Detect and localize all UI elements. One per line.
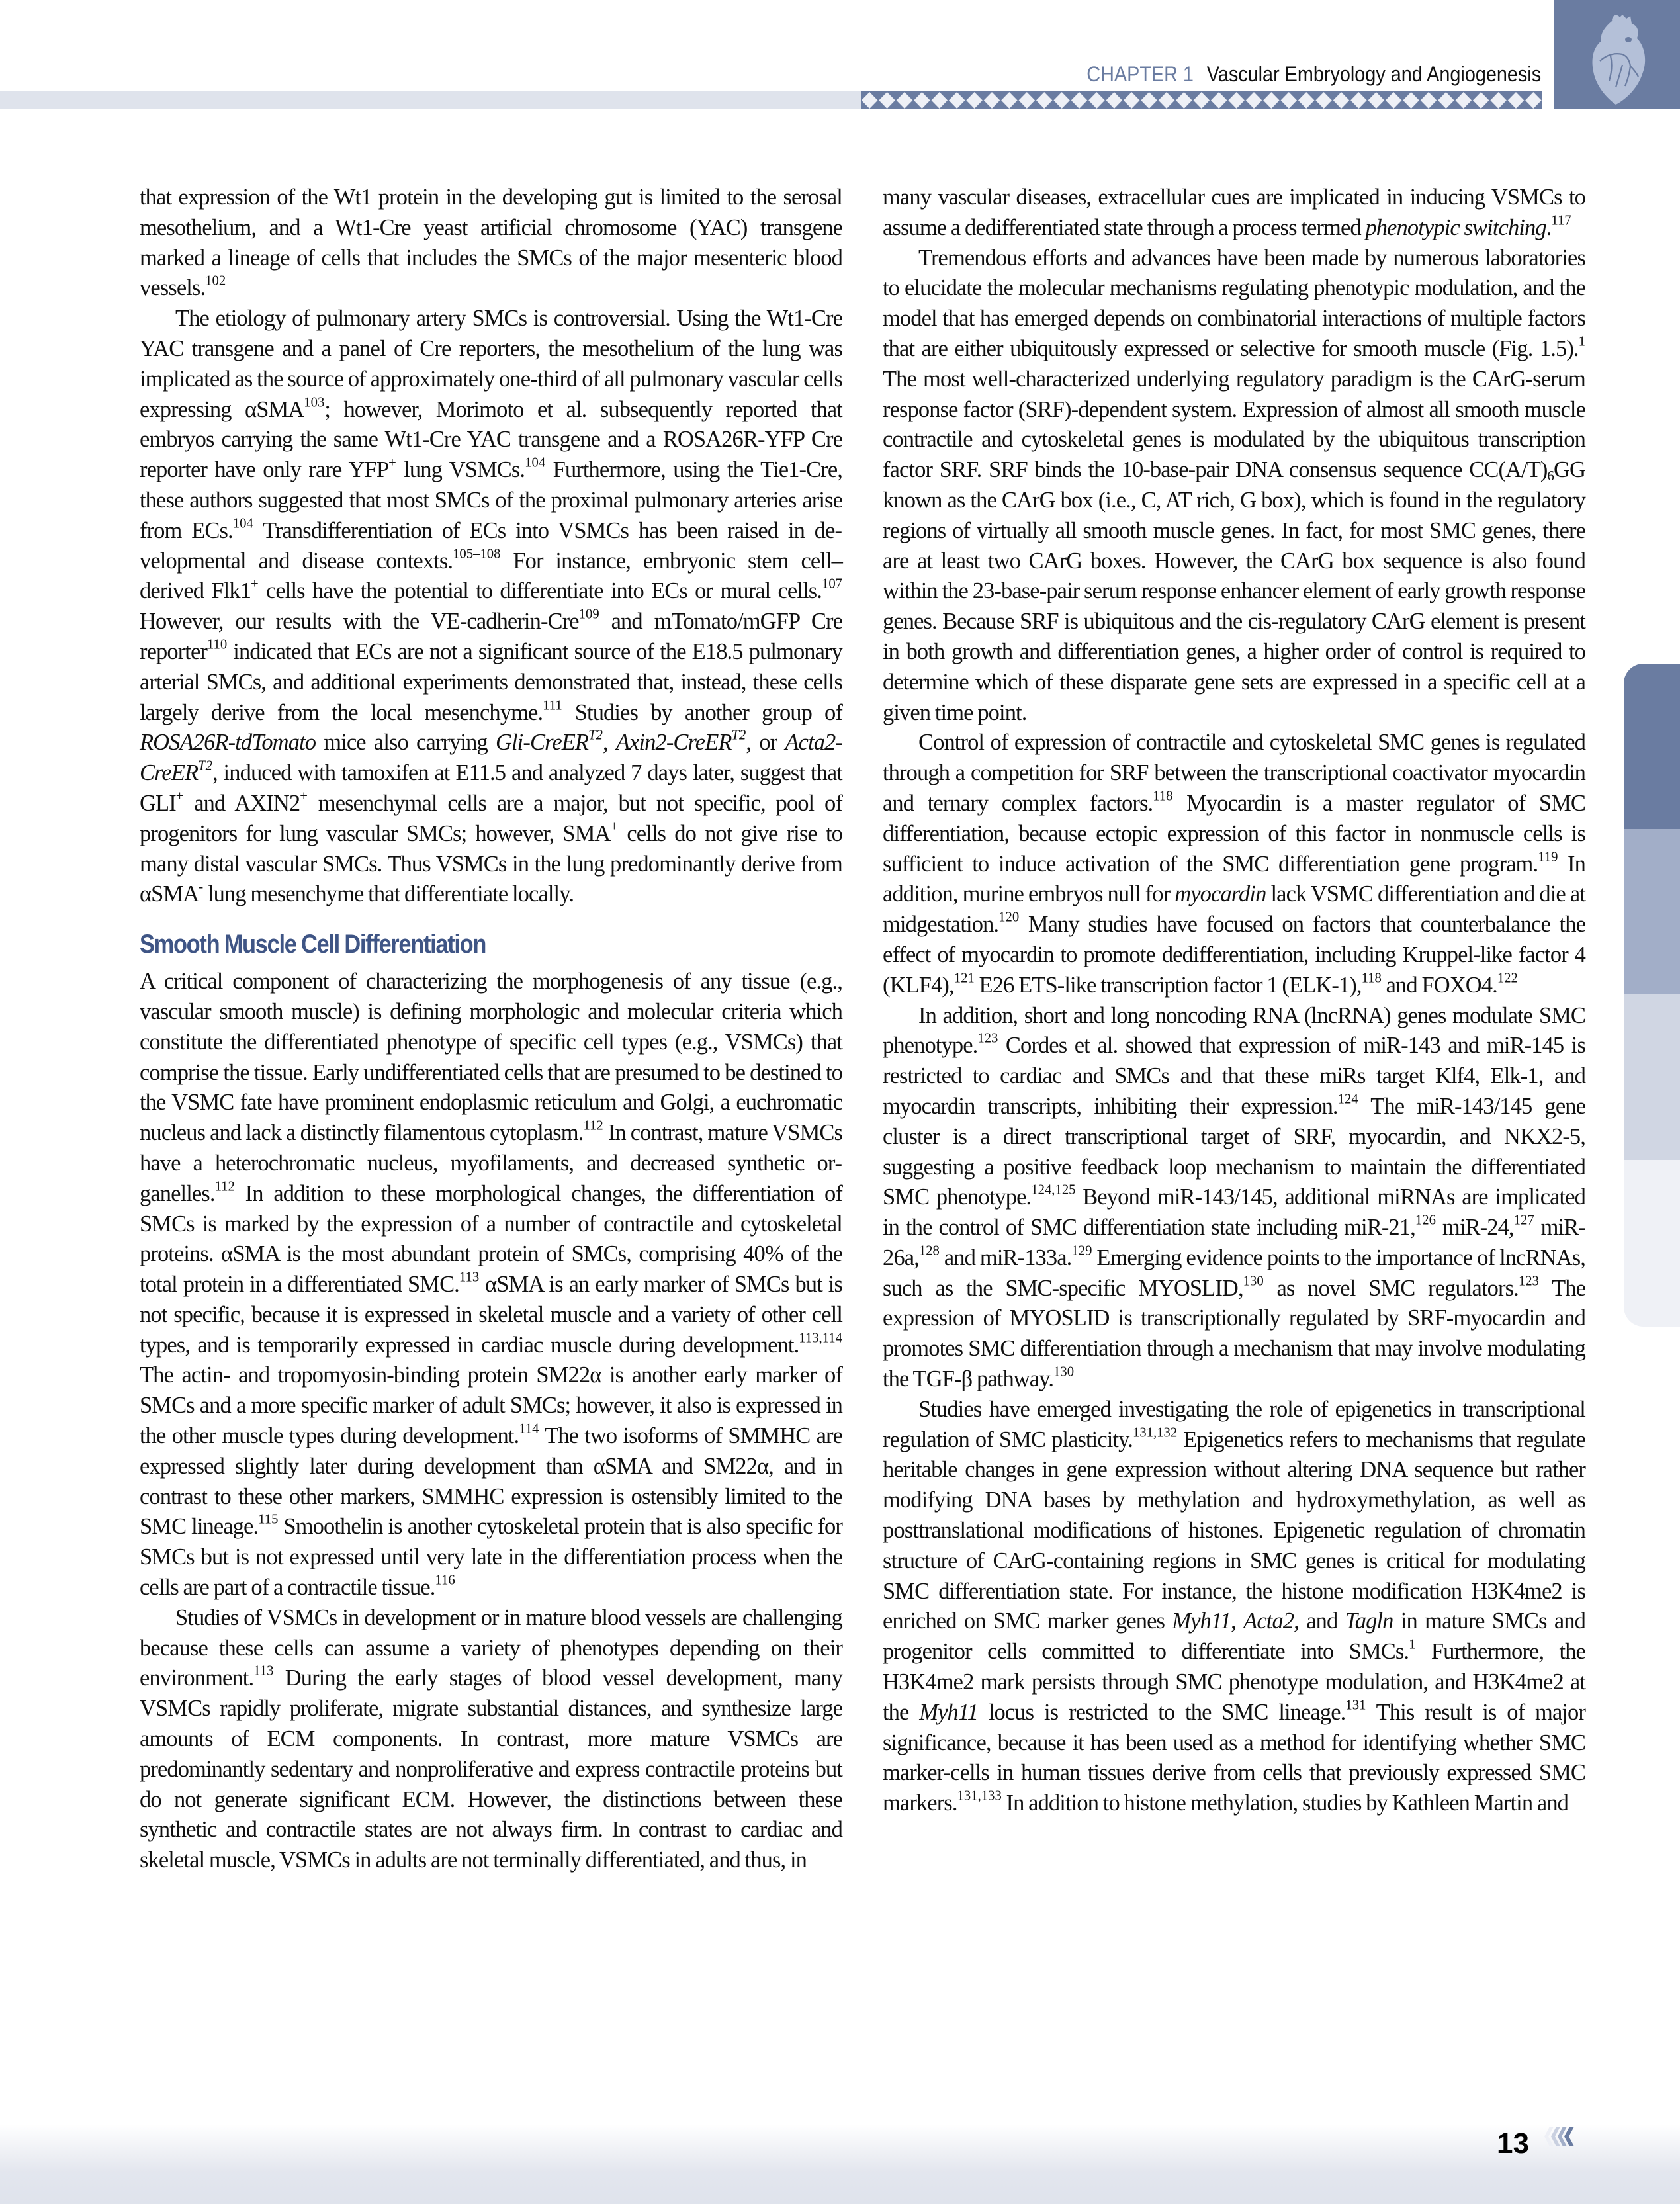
reference-superscript: 1 bbox=[1409, 1637, 1416, 1652]
left-column bbox=[140, 183, 842, 1876]
reference-superscript: 112 bbox=[583, 1118, 603, 1133]
body-paragraph: that expression of the Wt1 protein in the developing gut is limited to the serosal mesothelium, and a Wt1-Cre yeast artificial chromosome (YAC) transgene marked a lineage of cells that includes the SMCs of the major mesenteric blood vessels.$^{102}$ bbox=[140, 185, 842, 301]
heart-anatomy-icon bbox=[1573, 8, 1659, 107]
reference-superscript: + bbox=[610, 819, 619, 834]
reference-superscript: 109 bbox=[578, 607, 599, 622]
reference-superscript: 131,133 bbox=[957, 1788, 1002, 1804]
reference-superscript: 118 bbox=[1153, 789, 1173, 804]
header-band bbox=[0, 91, 861, 109]
thumb-tab-4 bbox=[1624, 1160, 1680, 1327]
reference-superscript: 113,114 bbox=[799, 1331, 842, 1346]
body-paragraph: Control of expression of contractile and cytoskeletal SMC genes is regulated through a competition for SRF between the transcriptional coactivator myocardin and ternary complex factors.$^{118}$ Myocardin is a master regulator of SMC differentiation, because ectopic expression of this factor in nonmuscle cells is sufficient to induce activation of the SMC differentiation gene program.$^{119}$ In addition, murine embryos null for myocardin lack VSMC differentiation and die at midgestation.$^{120}$ Many studies have focused on factors that counterbalance the effect of myocardin to promote dedifferentiation, including Kruppel-like factor 4 (KLF4),$^{121}$ E26 ETS-like transcription factor 1 (ELK-1),$^{118}$ and FOXO4.$^{122}$ bbox=[883, 730, 1585, 998]
reference-superscript: 131 bbox=[1345, 1698, 1366, 1713]
body-paragraph: many vascular diseases, extracellular cues are implicated in inducing VSMCs to assume a dedifferentiated state through a process termed phenotypic switching.$^{117}$ bbox=[883, 185, 1585, 240]
reference-superscript: 121 bbox=[953, 971, 975, 986]
reference-superscript: + bbox=[251, 576, 259, 592]
reference-superscript: 113 bbox=[253, 1663, 274, 1679]
double-chevron-left-icon bbox=[1540, 2125, 1580, 2148]
chapter-title: Vascular Embryology and Angiogenesis bbox=[1206, 62, 1541, 86]
chapter-label: CHAPTER 1 bbox=[1086, 62, 1194, 86]
reference-superscript: 123 bbox=[1518, 1274, 1539, 1289]
reference-superscript: 103 bbox=[304, 395, 325, 410]
body-paragraph: Tremendous efforts and advances have been made by numerous laboratories to elucidate the molecular mechanisms regulating phenotypic modulation, and the model that has emerged depends on combinatorial interactions of multiple factors that are either ubiquitously expressed or selective for smooth muscle (Fig. 1.5).$^1$ The most well-characterized underlying regulatory paradigm is the CArG-serum response factor (SRF)-dependent system. Expression of almost all smooth muscle contractile and cytoskeletal genes is modulated by the ubiquitous transcription factor SRF. SRF binds the 10-base-pair DNA consensus sequence $CC(A/T)_6GG$ known as the CArG box (i.e., C, AT rich, G box), which is found in the regulatory regions of virtually all smooth muscle genes. In fact, for most SMC genes, there are at least two CArG boxes. However, the CArG box sequence is also found within the 23-base-pair serum response enhancer element of early growth response genes. Because SRF is ubiquitous and the cis-regulatory CArG element is present in both growth and differentiation genes, a higher order of control is required to determine which of these disparate gene sets are expressed in a specific cell at a given time point. bbox=[883, 245, 1585, 725]
reference-superscript: 1 bbox=[1578, 334, 1585, 349]
italic-term: Acta2-CreER bbox=[140, 730, 842, 786]
italic-term: myocardin bbox=[1174, 881, 1266, 907]
body-paragraph: Studies have emerged investigating the role of epigenetics in transcriptional regulation of SMC plasticity.$^{131,132}$ Epigenetics refers to mechanisms that regulate heritable changes in gene expression without altering DNA sequence but rather modifying DNA bases by methylation and hydroxymethylation, as well as posttranslational modifications of histones. Epigenetic regulation of chromatin structure of CArG-containing regions in SMC genes is critical for modulating SMC differentiation state. For instance, the histone modification H3K4me2 is enriched on SMC marker genes Myh11, Acta2, and Tagln in mature SMCs and progenitor cells committed to differentiate into SMCs.$^1$ Furthermore, the H3K4me2 mark persists through SMC phenotype modulation, and H3K4me2 at the Myh11 locus is restricted to the SMC lineage.$^{131}$ This result is of major significance, because it has been used as a method for identifying whether SMC marker-cells in human tissues derive from cells that previously expressed SMC markers.$^{131,133}$ In addition to histone methylation, studies by Kathleen Martin and bbox=[883, 1396, 1586, 1816]
reference-superscript: 119 bbox=[1538, 850, 1558, 865]
subscript: 6 bbox=[1547, 469, 1554, 484]
reference-superscript: 117 bbox=[1551, 213, 1571, 228]
footer-band bbox=[0, 2124, 1680, 2204]
reference-superscript: 122 bbox=[1497, 971, 1518, 986]
body-paragraph: In addition, short and long noncoding RNA (lncRNA) genes modulate SMC phenotype.$^{123}$ Cordes et al. showed that expression of miR-143 and miR-145 is restricted to cardiac and SMCs and that these miRs target Klf4, Elk-1, and myocardin transcripts, inhibiting their expression.$^{124}$ The miR-143/145 gene cluster is a direct transcriptional target of SRF, myocardin, and NKX2-5, suggesting a positive feedback loop mechanism to maintain the differentiated SMC phenotype.$^{124,125}$ Beyond miR-143/145, additional miRNAs are implicated in the control of SMC differentiation state including miR-21,$^{126}$ miR-24,$^{127}$ miR-26a,$^{128}$ and miR-133a.$^{129}$ Emerging evidence points to the importance of lncRNAs, such as the SMC-specific MYOSLID,$^{130}$ as novel SMC regulators.$^{123}$ The expression of MYOSLID is transcriptionally regulated by SRF-myocardin and promotes SMC differentiation through a mechanism that may involve modulating the TGF-β pathway.$^{130}$ bbox=[883, 1002, 1586, 1392]
allele-superscript: T2 bbox=[198, 758, 212, 773]
reference-superscript: 124 bbox=[1337, 1092, 1358, 1107]
reference-superscript: - bbox=[199, 879, 204, 895]
reference-superscript: + bbox=[388, 455, 396, 470]
italic-term: Acta2, bbox=[1243, 1609, 1299, 1634]
left-paragraphs-after-heading bbox=[140, 967, 842, 1876]
thumb-tab-2 bbox=[1624, 829, 1680, 994]
reference-superscript: 130 bbox=[1053, 1364, 1075, 1380]
reference-superscript: 111 bbox=[543, 698, 562, 713]
reference-superscript: 118 bbox=[1361, 971, 1382, 986]
reference-superscript: 131,132 bbox=[1132, 1425, 1178, 1440]
italic-term: Tagln bbox=[1345, 1609, 1393, 1634]
reference-superscript: 127 bbox=[1513, 1213, 1534, 1228]
page-number: 13 bbox=[1497, 2127, 1529, 2160]
thumb-tab-1 bbox=[1624, 664, 1680, 829]
right-paragraphs bbox=[883, 183, 1585, 1819]
reference-superscript: 110 bbox=[206, 637, 228, 652]
reference-superscript: 104 bbox=[232, 516, 253, 531]
running-header bbox=[1086, 60, 1541, 89]
left-paragraphs-before-heading bbox=[140, 183, 842, 910]
diamond-pattern-icon bbox=[861, 91, 1542, 109]
reference-superscript: 126 bbox=[1415, 1213, 1436, 1228]
reference-superscript: 130 bbox=[1243, 1274, 1264, 1289]
reference-superscript: 124,125 bbox=[1031, 1182, 1076, 1198]
reference-superscript: 120 bbox=[998, 910, 1020, 925]
italic-term: Axin2-CreER bbox=[615, 730, 732, 756]
side-thumb-tabs bbox=[1624, 664, 1680, 1327]
body-paragraph: The etiology of pulmonary artery SMCs is controversial. Using the Wt1-Cre YAC transgene and a panel of Cre reporters, the mesothelium of the lung was implicated as the source of approximately one-third of all pulmonary vascular cells expressing αSMA$^{103}$; however, Morimoto et al. subsequently reported that embryos carrying the same Wt1-Cre YAC transgene and a ROSA26R-YFP Cre reporter have only rare YFP+ lung VSMCs.$^{104}$ Furthermore, using the Tie1-Cre, these authors suggested that most SMCs of the proximal pulmonary arteries arise from ECs.$^{104}$ Transdifferentiation of ECs into VSMCs has been raised in developmental and disease contexts.$^{105-108}$ For instance, embryonic stem cell–derived Flk1+ cells have the potential to differentiate into ECs or mural cells.$^{107}$ However, our results with the VE-cadherin-Cre$^{109}$ and mTomato/mGFP Cre reporter$^{110}$ indicated that ECs are not a significant source of the E18.5 pulmonary arterial SMCs, and additional experiments demonstrated that, instead, these cells largely derive from the local mesenchyme.$^{111}$ Studies by another group of ROSA26R-tdTomato mice also carrying Gli-CreER$^{T2}$, Axin2-CreER$^{T2}$, or Acta2-CreER$^{T2}$, induced with tamoxifen at E11.5 and analyzed 7 days later, suggest that GLI+ and AXIN2+ mesenchymal cells are a major, but not specific, pool of progenitors for lung vascular SMCs; however, SMA+ cells do not give rise to many distal vascular SMCs. Thus VSMCs in the lung predominantly derive from αSMA- lung mesenchyme that differentiate locally. bbox=[140, 306, 842, 907]
italic-term: Myh11 bbox=[1172, 1609, 1231, 1634]
reference-superscript: 112 bbox=[214, 1179, 235, 1194]
reference-superscript: 114 bbox=[519, 1421, 539, 1436]
section-heading: Smooth Muscle Cell Differentiation bbox=[140, 930, 486, 959]
allele-superscript: T2 bbox=[588, 728, 603, 743]
body-paragraph: Studies of VSMCs in development or in mature blood vessels are challenging because these cells can assume a variety of phenotypes depending on their environment.$^{113}$ During the early stages of blood vessel development, many VSMCs rapidly proliferate, migrate substantial distances, and synthesize large amounts of ECM components. In contrast, more mature VSMCs are predominantly sedentary and nonproliferative and express contractile proteins but do not generate significant ECM. However, the distinctions between these synthetic and contractile states are not always firm. In contrast to cardiac and skeletal muscle, VSMCs in adults are not terminally differentiated, and thus, in bbox=[140, 1605, 842, 1873]
thumb-tab-3 bbox=[1624, 994, 1680, 1160]
reference-superscript: 105–108 bbox=[453, 547, 501, 562]
italic-term: ROSA26R-tdTomato bbox=[140, 730, 316, 756]
italic-term: phenotypic switching bbox=[1365, 214, 1546, 240]
right-column bbox=[883, 183, 1585, 1819]
reference-superscript: + bbox=[175, 789, 184, 804]
reference-superscript: 128 bbox=[918, 1243, 940, 1258]
reference-superscript: 113 bbox=[459, 1270, 480, 1285]
reference-superscript: 129 bbox=[1071, 1243, 1092, 1258]
body-paragraph: A critical component of characterizing the morphogenesis of any tissue (e.g., vascular smooth muscle) is defining morphologic and molecular criteria which constitute the differentiated phenotype of specific cell types (e.g., VSMCs) that comprise the tissue. Early undifferentiated cells that are presumed to be destined to the VSMC fate have prominent endoplasmic reticulum and Golgi, a euchromatic nucleus and lack a distinctly filamentous cytoplasm.$^{112}$ In contrast, mature VSMCs have a heterochromatic nucleus, myofilaments, and decreased synthetic organelles.$^{112}$ In addition to these morphological changes, the differentiation of SMCs is marked by the expression of a number of contractile and cytoskeletal proteins. αSMA is the most abundant protein of SMCs, comprising 40% of the total protein in a differentiated SMC.$^{113}$ αSMA is an early marker of SMCs but is not specific, because it is expressed in skeletal muscle and a variety of other cell types, and is temporarily expressed in cardiac muscle during development.$^{113,114}$ The actin- and tropomyosin-binding protein SM22α is another early marker of SMCs and a more specific marker of adult SMCs; however, it also is expressed in the other muscle types during development.$^{114}$ The two isoforms of SMMHC are expressed slightly later during development than αSMA and SM22α, and in contrast to these other markers, SMMHC expression is ostensibly limited to the SMC lineage.$^{115}$ Smoothelin is another cytoskeletal protein that is also specific for SMCs but is not expressed until very late in the differentiation process when the cells are part of a contractile tissue.$^{116}$ bbox=[140, 969, 842, 1601]
chapter-icon-box bbox=[1554, 0, 1680, 109]
reference-superscript: 107 bbox=[821, 576, 842, 592]
reference-superscript: 123 bbox=[977, 1031, 998, 1046]
diamond-pattern-strip bbox=[861, 91, 1542, 109]
reference-superscript: 116 bbox=[435, 1573, 455, 1588]
italic-term: Myh11 bbox=[919, 1699, 979, 1725]
reference-superscript: + bbox=[300, 789, 308, 804]
reference-superscript: 104 bbox=[525, 455, 546, 470]
allele-superscript: T2 bbox=[731, 728, 746, 743]
italic-term: Gli-CreER bbox=[495, 730, 589, 756]
reference-superscript: 115 bbox=[258, 1512, 279, 1527]
reference-superscript: 102 bbox=[205, 273, 226, 288]
